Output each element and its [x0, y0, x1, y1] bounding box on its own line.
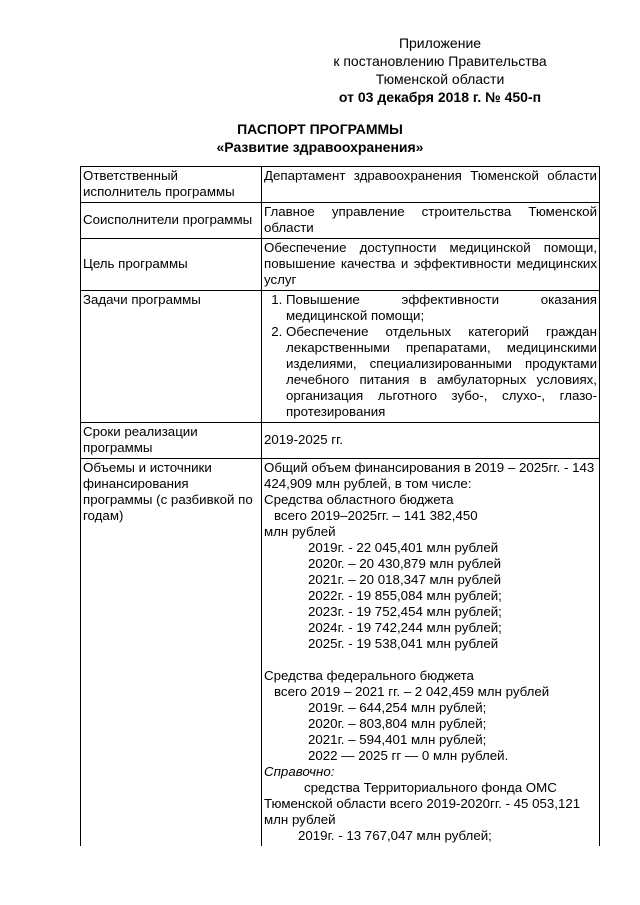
reference-label: Справочно:	[264, 764, 335, 779]
regional-year-2024: 2024г. - 19 742,244 млн рублей;	[308, 620, 502, 635]
table-row	[81, 239, 600, 291]
regional-year-2019: 2019г. - 22 045,401 млн рублей	[308, 540, 499, 555]
funding-total: Общий объем финансирования в 2019 – 2025гг. - 143 424,909 млн рублей, в том числе:	[264, 460, 595, 491]
regional-unit: млн рублей	[264, 524, 336, 539]
table-row	[81, 459, 600, 847]
funding-label: Объемы и источники финансирования программы (с разбивкой по годам)	[81, 459, 262, 847]
list-item	[286, 292, 597, 324]
task-2-text: Обеспечение отдельных категорий граждан лекарственными препаратами, медицинскими изделиями, специализированными продуктами лечебного питания в амбулаторных условиях, организация льготного зубо-, слухо-, глазо-протезирования	[286, 324, 597, 419]
table-row	[81, 291, 600, 423]
federal-year-2022-2025: 2022 — 2025 гг — 0 млн рублей.	[308, 748, 509, 763]
header-appendix: Приложение	[398, 35, 482, 51]
goal-label: Цель программы	[81, 239, 262, 291]
header-resolution: к постановлению Правительства	[333, 53, 547, 69]
oms-year-2019: 2019г. - 13 767,047 млн рублей;	[298, 828, 492, 843]
period-label: Сроки реализации программы	[81, 423, 262, 459]
passport-table	[80, 166, 600, 846]
federal-year-2020: 2020г. – 803,804 млн рублей;	[308, 716, 487, 731]
period-value: 2019-2025 гг.	[262, 423, 600, 459]
coexecutors-value: Главное управление строительства Тюменской области	[262, 203, 600, 239]
header-date-number: от 03 декабря 2018 г. № 450-п	[338, 89, 542, 105]
goal-value: Обеспечение доступности медицинской помощи, повышение качества и эффективности медицинских услуг	[262, 239, 600, 291]
table-row	[81, 167, 600, 203]
oms-line-2: Тюменской области всего 2019-2020гг. - 45 053,121	[264, 796, 581, 811]
oms-line-1: средства Территориального фонда ОМС	[304, 780, 557, 795]
regional-year-2020: 2020г. – 20 430,879 млн рублей	[308, 556, 502, 571]
table-row	[81, 203, 600, 239]
document-header	[310, 34, 570, 106]
title-program-name: «Развитие здравоохранения»	[216, 139, 424, 155]
document-title	[0, 120, 640, 156]
table-row	[81, 423, 600, 459]
funding-value	[262, 459, 600, 847]
federal-total: всего 2019 – 2021 гг. – 2 042,459 млн рублей	[274, 684, 550, 699]
tasks-label: Задачи программы	[81, 291, 262, 423]
coexecutors-label: Соисполнители программы	[81, 203, 262, 239]
oms-line-3: млн рублей	[264, 812, 336, 827]
tasks-list	[264, 292, 597, 420]
executor-label: Ответственный исполнитель программы	[81, 167, 262, 203]
federal-title: Средства федерального бюджета	[264, 668, 474, 683]
title-passport: ПАСПОРТ ПРОГРАММЫ	[237, 121, 403, 137]
regional-year-2022: 2022г. - 19 855,084 млн рублей;	[308, 588, 502, 603]
regional-year-2023: 2023г. - 19 752,454 млн рублей;	[308, 604, 502, 619]
spacer	[264, 652, 597, 668]
regional-year-2021: 2021г. – 20 018,347 млн рублей	[308, 572, 502, 587]
regional-total: всего 2019–2025гг. – 141 382,450	[274, 508, 478, 523]
header-region: Тюменской области	[375, 71, 505, 87]
task-1-text: 1. Повышение эффективности оказания медицинской помощи;	[286, 292, 597, 323]
federal-year-2019: 2019г. – 644,254 млн рублей;	[308, 700, 487, 715]
regional-title: Средства областного бюджета	[264, 492, 454, 507]
federal-year-2021: 2021г. – 594,401 млн рублей;	[308, 732, 487, 747]
regional-year-2025: 2025г. - 19 538,041 млн рублей	[308, 636, 499, 651]
executor-value: Департамент здравоохранения Тюменской области	[262, 167, 600, 203]
list-item	[286, 324, 597, 420]
tasks-value	[262, 291, 600, 423]
